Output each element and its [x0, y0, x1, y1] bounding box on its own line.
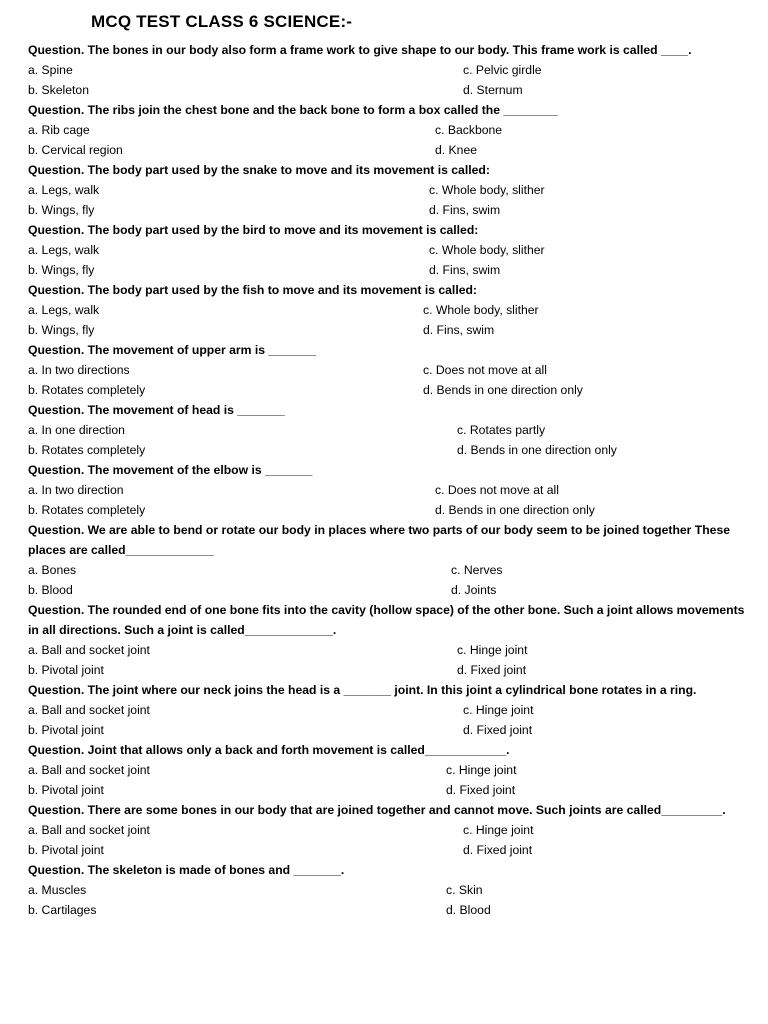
- option-a: a. Ball and socket joint: [28, 763, 150, 777]
- option-c: c. Hinge joint: [446, 763, 517, 777]
- option-b: b. Pivotal joint: [28, 663, 104, 677]
- option-b: b. Cervical region: [28, 143, 123, 157]
- option-row: [28, 820, 750, 840]
- option-a: a. Legs, walk: [28, 303, 100, 317]
- option-c: c. Pelvic girdle: [463, 63, 542, 77]
- option-row: [28, 260, 750, 280]
- question-block: [28, 460, 750, 520]
- question-text: Question. The joint where our neck joins the head is a _______ joint. In this joint a cylindrical bone rotates in a ring.: [28, 683, 697, 697]
- question-text: Question. We are able to bend or rotate our body in places where two parts of our body seem to be joined together These places are called_____________: [28, 523, 731, 557]
- option-row: [28, 300, 750, 320]
- option-c: c. Does not move at all: [435, 483, 559, 497]
- question-list: [28, 40, 750, 920]
- option-a: a. Legs, walk: [28, 183, 100, 197]
- question-block: [28, 800, 750, 860]
- option-row: [28, 900, 750, 920]
- option-row: [28, 660, 750, 680]
- option-row: [28, 440, 750, 460]
- option-c: c. Skin: [446, 883, 483, 897]
- option-c: c. Whole body, slither: [429, 183, 545, 197]
- option-d: d. Knee: [435, 143, 478, 157]
- question-text: Question. The movement of the elbow is _______: [28, 463, 313, 477]
- option-row: [28, 80, 750, 100]
- option-row: [28, 580, 750, 600]
- option-d: d. Fins, swim: [429, 203, 501, 217]
- option-b: b. Cartilages: [28, 903, 97, 917]
- question-text: Question. The movement of upper arm is _______: [28, 343, 316, 357]
- option-c: c. Hinge joint: [463, 823, 534, 837]
- option-c: c. Rotates partly: [457, 423, 546, 437]
- option-a: a. In two directions: [28, 363, 130, 377]
- option-c: c. Hinge joint: [463, 703, 534, 717]
- option-c: c. Whole body, slither: [429, 243, 545, 257]
- question-text: Question. The movement of head is _______: [28, 403, 285, 417]
- option-row: [28, 640, 750, 660]
- option-b: b. Wings, fly: [28, 203, 95, 217]
- option-a: a. Ball and socket joint: [28, 823, 150, 837]
- option-row: [28, 60, 750, 80]
- question-text: Question. Joint that allows only a back and forth movement is called____________.: [28, 743, 510, 757]
- option-row: [28, 780, 750, 800]
- question-block: [28, 220, 750, 280]
- option-row: [28, 700, 750, 720]
- question-block: [28, 340, 750, 400]
- question-text: Question. There are some bones in our body that are joined together and cannot move. Such joints are called_________.: [28, 803, 726, 817]
- option-row: [28, 120, 750, 140]
- option-b: b. Rotates completely: [28, 503, 146, 517]
- option-d: d. Joints: [451, 583, 497, 597]
- option-a: a. Rib cage: [28, 123, 90, 137]
- option-row: [28, 560, 750, 580]
- option-row: [28, 840, 750, 860]
- option-d: d. Fixed joint: [463, 843, 533, 857]
- option-a: a. In two direction: [28, 483, 124, 497]
- option-b: b. Pivotal joint: [28, 843, 104, 857]
- option-b: b. Wings, fly: [28, 323, 95, 337]
- option-c: c. Does not move at all: [423, 363, 547, 377]
- question-block: [28, 680, 750, 740]
- option-c: c. Hinge joint: [457, 643, 528, 657]
- option-a: a. Spine: [28, 63, 73, 77]
- option-b: b. Wings, fly: [28, 263, 95, 277]
- option-a: a. Bones: [28, 563, 77, 577]
- question-text: Question. The body part used by the snake to move and its movement is called:: [28, 163, 490, 177]
- option-d: d. Bends in one direction only: [435, 503, 595, 517]
- question-block: [28, 100, 750, 160]
- option-a: a. Legs, walk: [28, 243, 100, 257]
- option-row: [28, 720, 750, 740]
- question-text: Question. The rounded end of one bone fits into the cavity (hollow space) of the other bone. Such a joint allows movements in all directions. Such a joint is called_____________.: [28, 603, 745, 637]
- option-b: b. Blood: [28, 583, 73, 597]
- option-row: [28, 200, 750, 220]
- option-row: [28, 240, 750, 260]
- option-c: c. Backbone: [435, 123, 503, 137]
- option-d: d. Fixed joint: [446, 783, 516, 797]
- option-row: [28, 760, 750, 780]
- option-d: d. Fixed joint: [457, 663, 527, 677]
- question-block: [28, 160, 750, 220]
- question-block: [28, 520, 750, 600]
- question-block: [28, 280, 750, 340]
- option-d: d. Fins, swim: [429, 263, 501, 277]
- option-b: b. Pivotal joint: [28, 723, 104, 737]
- option-d: d. Sternum: [463, 83, 523, 97]
- option-d: d. Fins, swim: [423, 323, 495, 337]
- question-block: [28, 400, 750, 460]
- option-a: a. In one direction: [28, 423, 125, 437]
- option-c: c. Nerves: [451, 563, 503, 577]
- question-block: [28, 600, 750, 680]
- option-row: [28, 500, 750, 520]
- question-block: [28, 40, 750, 100]
- option-row: [28, 420, 750, 440]
- option-row: [28, 320, 750, 340]
- option-b: b. Pivotal joint: [28, 783, 104, 797]
- option-b: b. Rotates completely: [28, 443, 146, 457]
- option-row: [28, 480, 750, 500]
- option-row: [28, 180, 750, 200]
- option-c: c. Whole body, slither: [423, 303, 539, 317]
- question-text: Question. The body part used by the fish to move and its movement is called:: [28, 283, 477, 297]
- option-a: a. Muscles: [28, 883, 87, 897]
- option-d: d. Bends in one direction only: [457, 443, 617, 457]
- question-text: Question. The skeleton is made of bones and _______.: [28, 863, 345, 877]
- option-d: d. Bends in one direction only: [423, 383, 583, 397]
- option-row: [28, 380, 750, 400]
- page-title: MCQ TEST CLASS 6 SCIENCE:-: [91, 12, 353, 31]
- question-text: Question. The ribs join the chest bone and the back bone to form a box called the ________: [28, 103, 558, 117]
- option-row: [28, 880, 750, 900]
- question-block: [28, 860, 750, 920]
- question-block: [28, 740, 750, 800]
- option-row: [28, 360, 750, 380]
- question-text: Question. The bones in our body also form a frame work to give shape to our body. This frame work is called ____.: [28, 43, 692, 57]
- option-d: d. Fixed joint: [463, 723, 533, 737]
- option-a: a. Ball and socket joint: [28, 703, 150, 717]
- option-row: [28, 140, 750, 160]
- question-text: Question. The body part used by the bird to move and its movement is called:: [28, 223, 479, 237]
- option-b: b. Rotates completely: [28, 383, 146, 397]
- option-d: d. Blood: [446, 903, 491, 917]
- option-b: b. Skeleton: [28, 83, 89, 97]
- option-a: a. Ball and socket joint: [28, 643, 150, 657]
